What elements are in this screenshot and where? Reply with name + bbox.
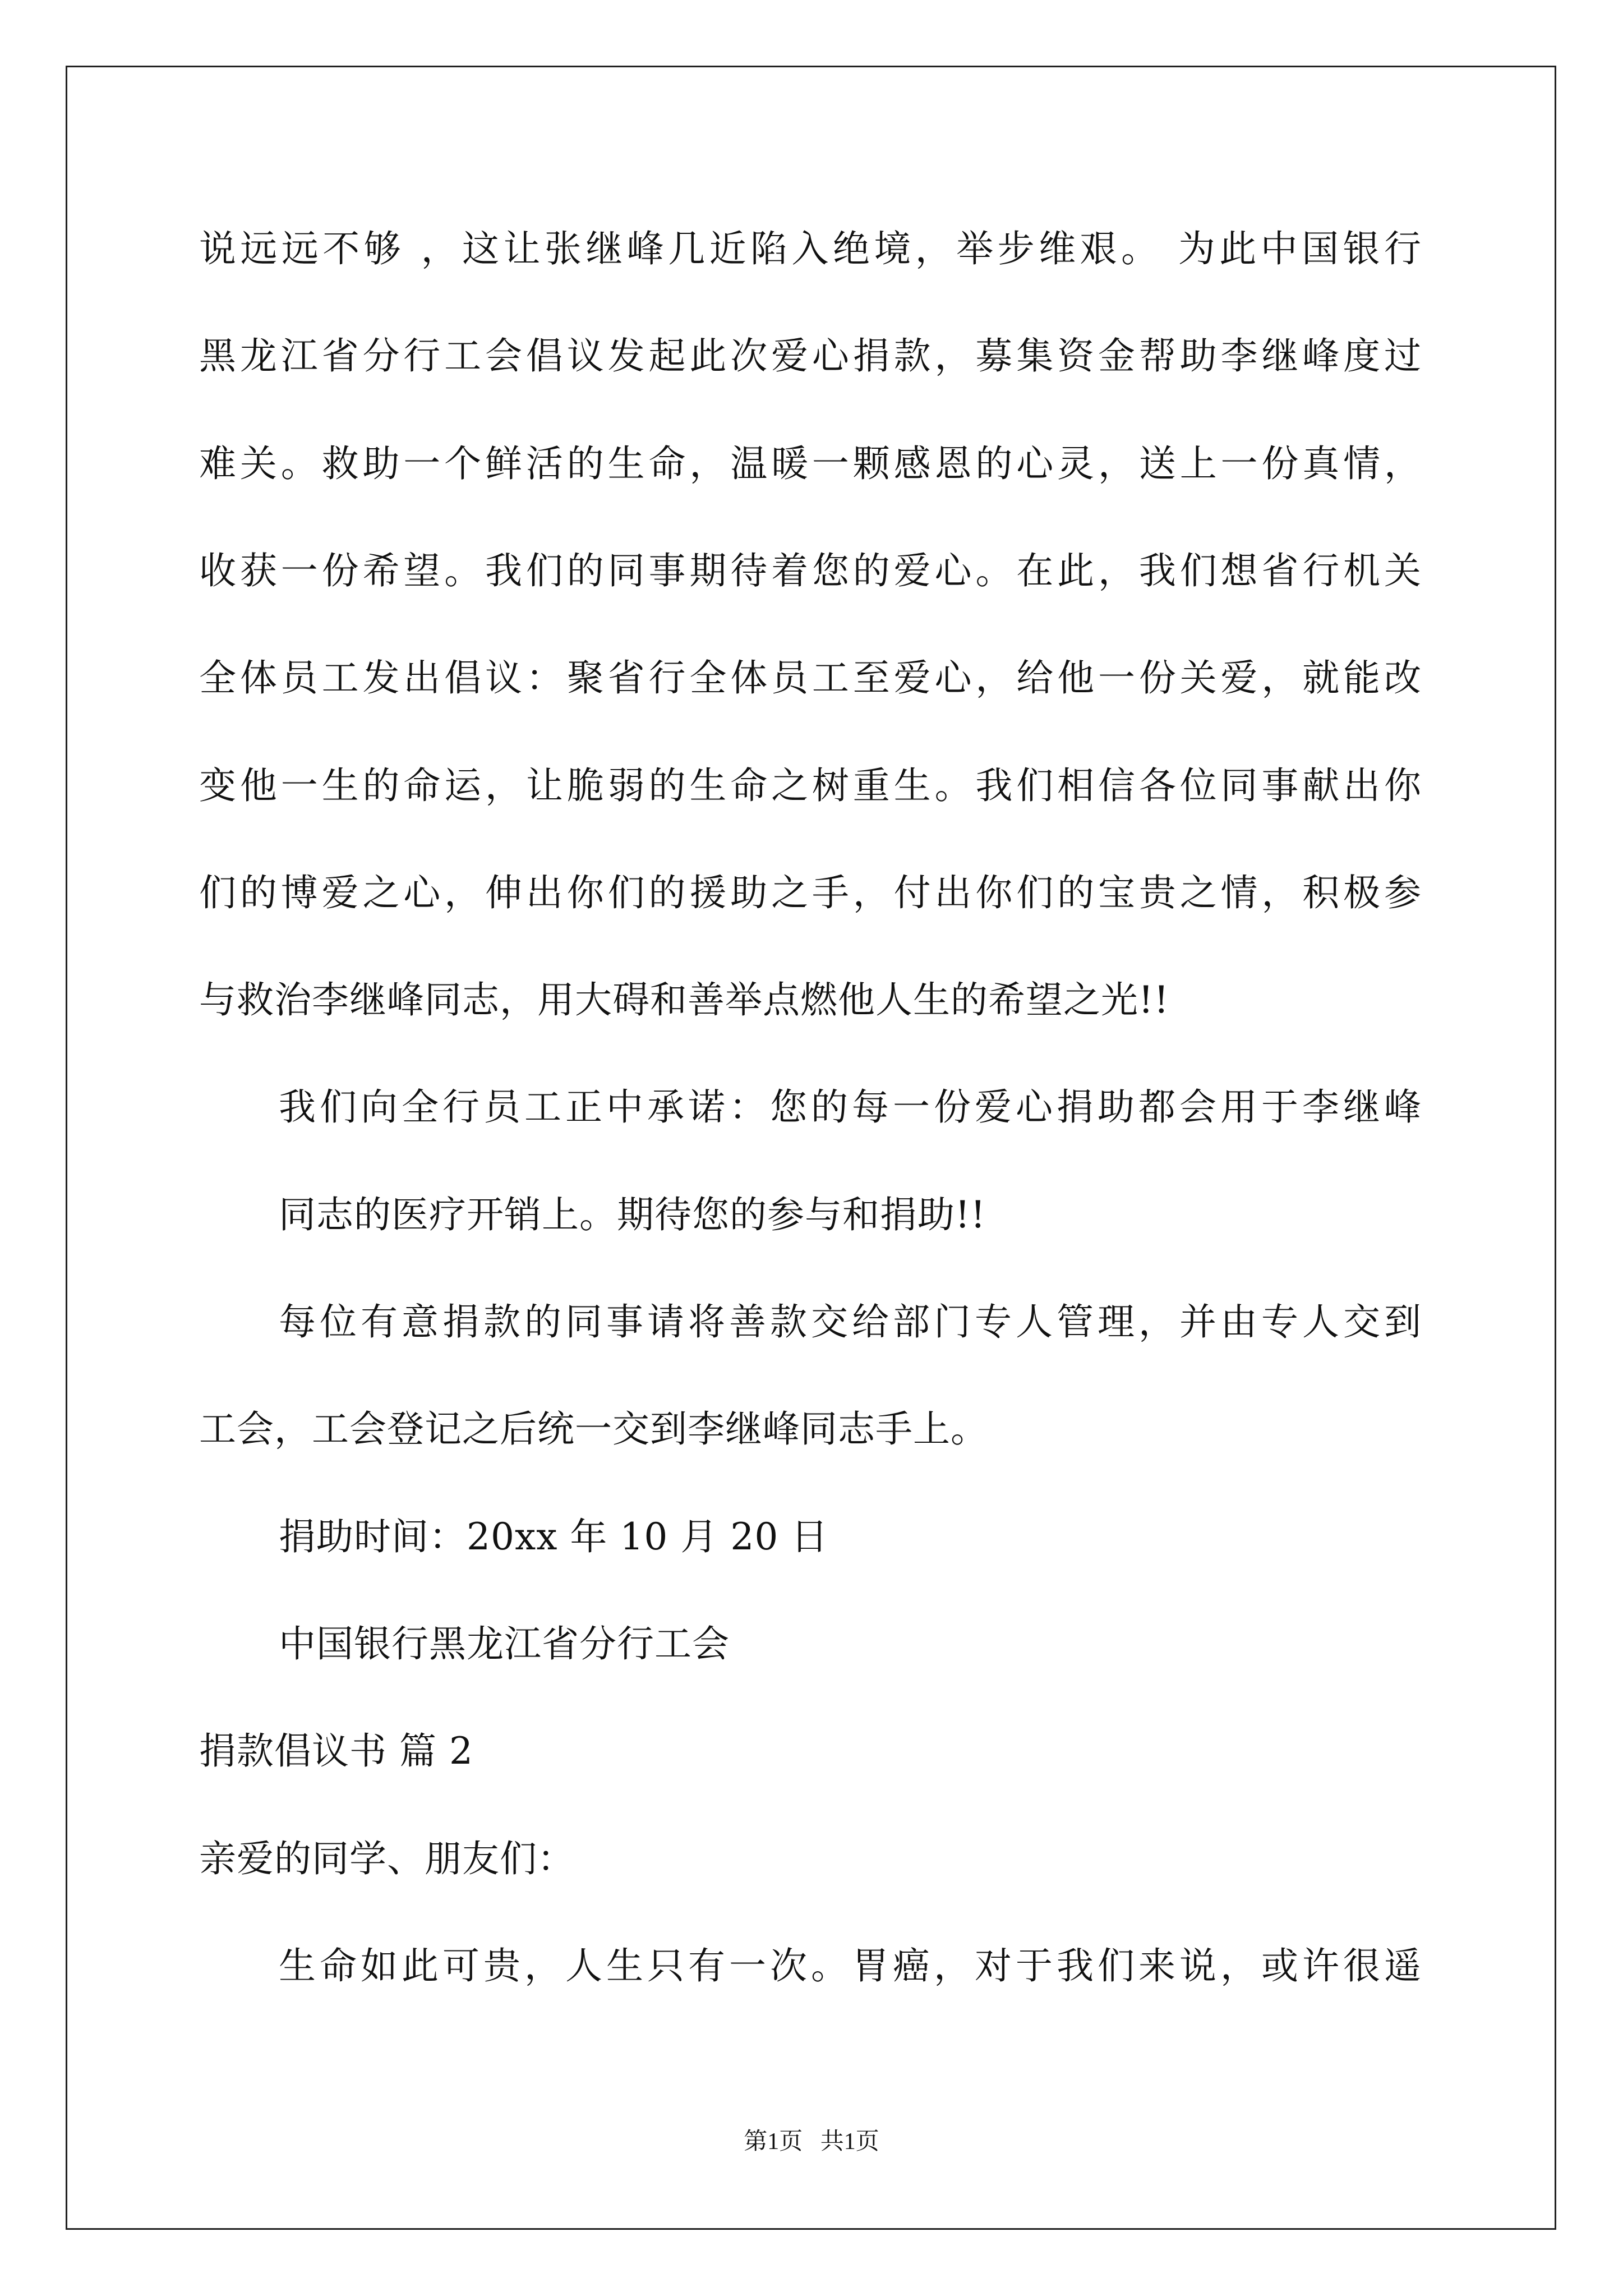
body-line: 收获一份希望。我们的同事期待着您的爱心。在此，我们想省行机关: [199, 549, 1422, 592]
body-line: 同志的医疗开销上。期待您的参与和捐助!!: [279, 1193, 986, 1236]
page-number-footer: 第1页 共1页: [744, 2129, 879, 2155]
body-line: 全体员工发出倡议：聚省行全体员工至爱心，给他一份关爱，就能改: [199, 656, 1422, 700]
body-line: 们的博爱之心，伸出你们的援助之手，付出你们的宝贵之情，积极参: [199, 871, 1422, 914]
body-line: 每位有意捐款的同事请将善款交给部门专人管理，并由专人交到: [279, 1300, 1422, 1343]
body-line: 变他一生的命运，让脆弱的生命之树重生。我们相信各位同事献出你: [199, 764, 1422, 807]
signature-organization: 中国银行黑龙江省分行工会: [279, 1622, 730, 1665]
donation-date: 捐助时间：20xx 年 10 月 20 日: [279, 1515, 829, 1558]
salutation: 亲爱的同学、朋友们：: [199, 1837, 575, 1880]
body-line: 难关。救助一个鲜活的生命，温暖一颗感恩的心灵，送上一份真情，: [199, 442, 1422, 485]
page-border: [66, 66, 1556, 2230]
body-line: 与救治李继峰同志，用大碍和善举点燃他人生的希望之光!!: [199, 978, 1170, 1022]
body-line: 我们向全行员工正中承诺：您的每一份爱心捐助都会用于李继峰: [279, 1085, 1422, 1129]
body-line: 生命如此可贵，人生只有一次。胃癌，对于我们来说，或许很遥: [279, 1944, 1422, 1987]
section-heading: 捐款倡议书 篇 2: [199, 1729, 473, 1773]
body-line: 工会，工会登记之后统一交到李继峰同志手上。: [199, 1407, 988, 1451]
body-line: 黑龙江省分行工会倡议发起此次爱心捐款，募集资金帮助李继峰度过: [199, 334, 1422, 378]
body-line: 说远远不够 ，这让张继峰几近陷入绝境，举步维艰。 为此中国银行: [199, 227, 1422, 270]
